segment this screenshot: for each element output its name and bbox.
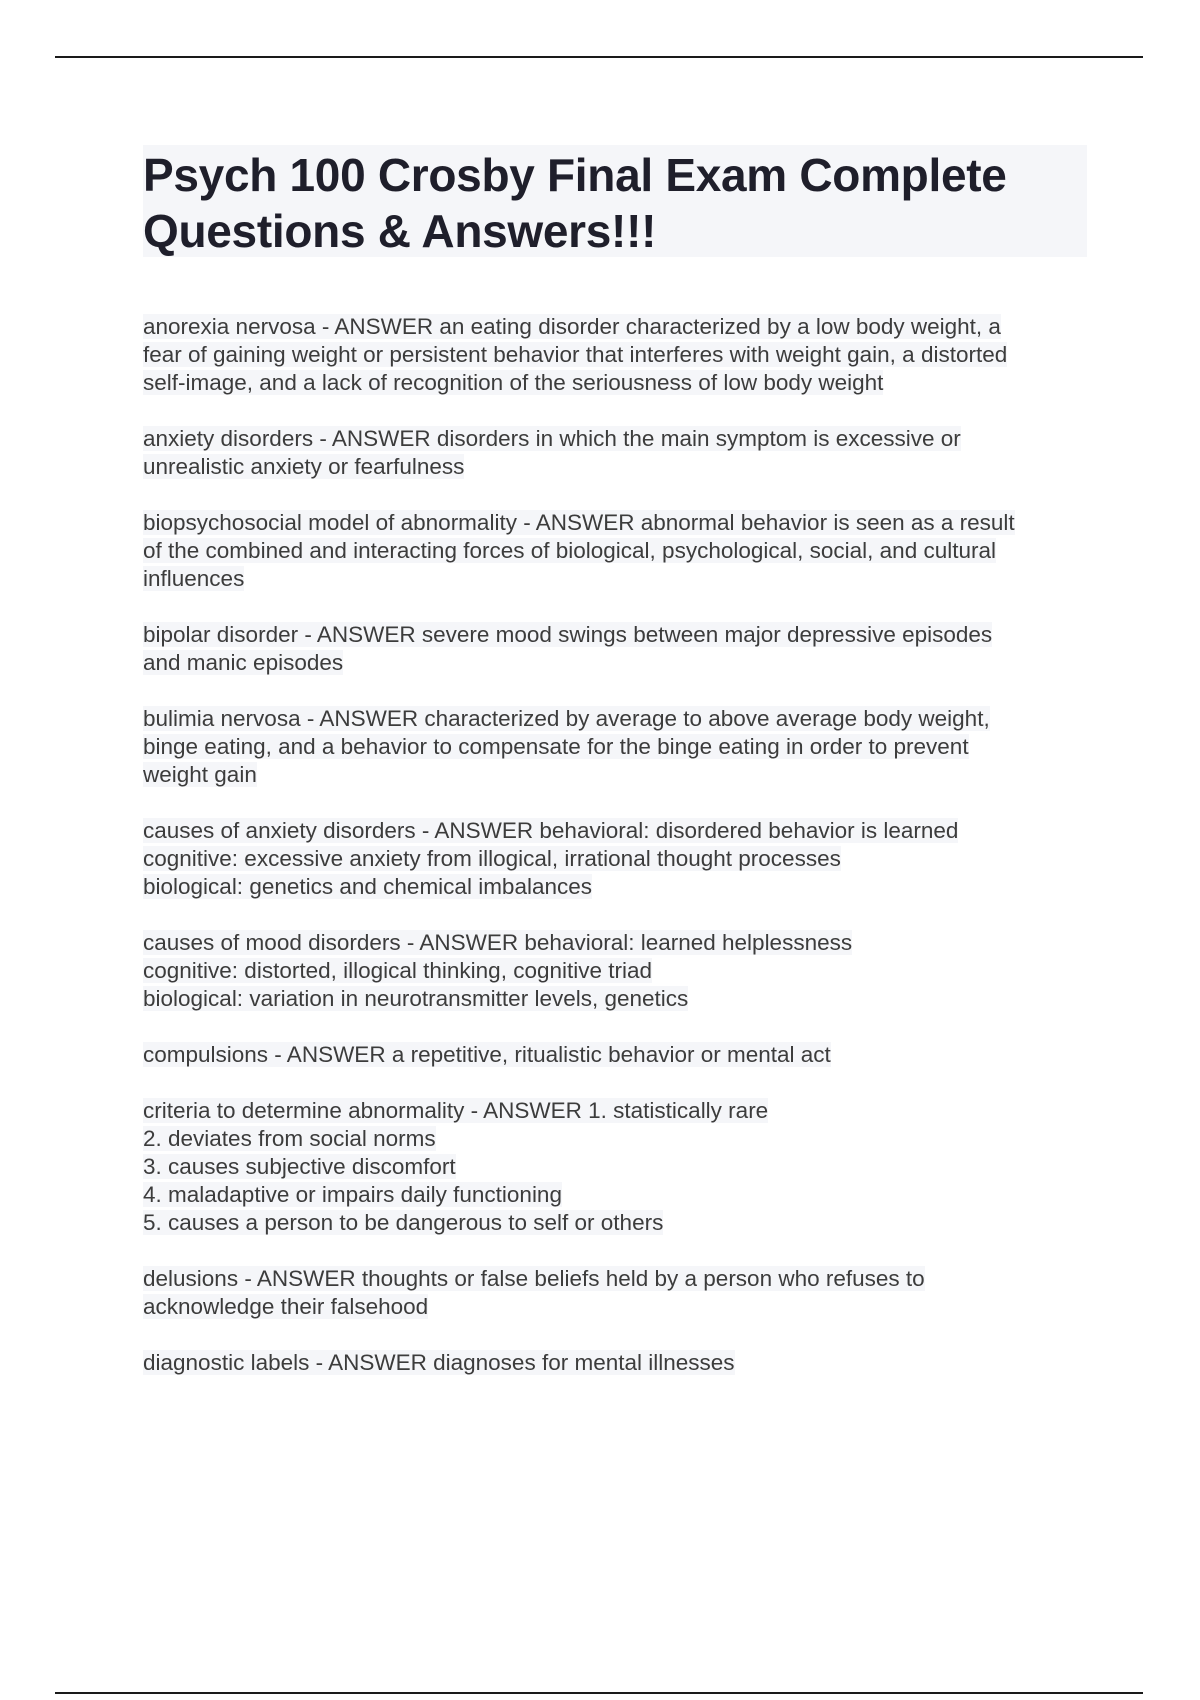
qa-entry (143, 1265, 1093, 1321)
qa-entry-text: compulsions - ANSWER a repetitive, ritualistic behavior or mental act (143, 1042, 831, 1067)
qa-entry (143, 425, 1093, 481)
qa-entry (143, 817, 1093, 901)
qa-entry (143, 1041, 1093, 1069)
document-title: Psych 100 Crosby Final Exam Complete Questions & Answers!!! (143, 149, 1007, 257)
qa-entry (143, 621, 1093, 677)
qa-entry-text: causes of mood disorders - ANSWER behavioral: learned helplessness cognitive: distorted, illogical thinking, cognitive triad biological: variation in neurotransmitter levels, genetics (143, 930, 853, 1011)
qa-entry-text: anorexia nervosa - ANSWER an eating disorder characterized by a low body weight, a fear of gaining weight or persistent behavior that interferes with weight gain, a distorted self-image, and a lack of recognition of the seriousness of low body weight (143, 314, 1008, 395)
qa-entry-text: bipolar disorder - ANSWER severe mood swings between major depressive episodes and manic episodes (143, 622, 993, 675)
qa-entry-text: anxiety disorders - ANSWER disorders in which the main symptom is excessive or unrealistic anxiety or fearfulness (143, 426, 961, 479)
qa-entry-text: diagnostic labels - ANSWER diagnoses for mental illnesses (143, 1350, 735, 1375)
top-rule (55, 56, 1143, 58)
qa-entry-text: delusions - ANSWER thoughts or false beliefs held by a person who refuses to acknowledge their falsehood (143, 1266, 925, 1319)
qa-entry (143, 929, 1093, 1013)
qa-entry (143, 313, 1093, 397)
title-block (143, 145, 1087, 257)
qa-entry (143, 1097, 1093, 1237)
qa-entry (143, 509, 1093, 593)
qa-list (143, 313, 1093, 1405)
qa-entry-text: bulimia nervosa - ANSWER characterized by average to above average body weight, binge eating, and a behavior to compensate for the binge eating in order to prevent weight gain (143, 706, 990, 787)
qa-entry-text: criteria to determine abnormality - ANSWER 1. statistically rare 2. deviates from social norms 3. causes subjective discomfort 4. maladaptive or impairs daily functioning 5. causes a person to be dangerous to self or others (143, 1098, 769, 1235)
qa-entry (143, 705, 1093, 789)
qa-entry-text: causes of anxiety disorders - ANSWER behavioral: disordered behavior is learned cognitive: excessive anxiety from illogical, irrational thought processes biological: genetics and chemical imbalances (143, 818, 959, 899)
bottom-rule (55, 1692, 1143, 1694)
qa-entry-text: biopsychosocial model of abnormality - ANSWER abnormal behavior is seen as a result of the combined and interacting forces of biological, psychological, social, and cultural influences (143, 510, 1015, 591)
qa-entry (143, 1349, 1093, 1377)
